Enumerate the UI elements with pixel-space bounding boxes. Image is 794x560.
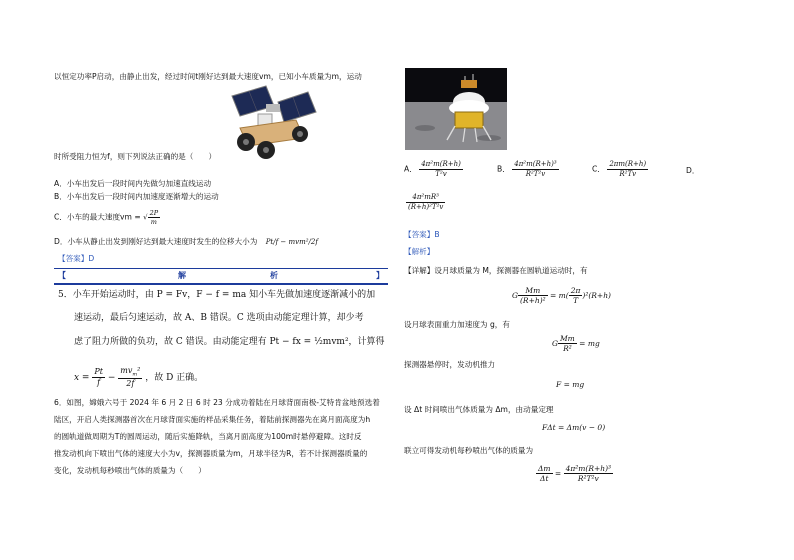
banner-open-bracket: 【 xyxy=(58,271,66,280)
q6-option-c: C． $\frac{2\pi m(R+h)}{\text{R²Tv}}$ xyxy=(592,160,647,178)
explanation-line4: x = $\frac{Pt}{f}$ − $\frac{mv_m^2}{2f}$ ，故 D 正确。 xyxy=(74,366,204,388)
equation-4: FΔt = Δm(v − 0) xyxy=(542,423,606,432)
q5-option-a: A．小车出发后一段时间内先做匀加速直线运动 xyxy=(54,179,212,188)
q5-option-d-text: D．小车从静止出发到刚好达到最大速度时发生的位移大小为 xyxy=(54,237,258,246)
q6-option-b: B． $\frac{\text{4π²m(R+h)³}}{\text{R²T²v}}$ xyxy=(497,160,557,178)
q6-stem-line3: 的圆轨道做周期为T的圆周运动，随后实施降轨，当离月面高度为100m时悬停避障。这时反 xyxy=(54,432,362,441)
analysis-banner xyxy=(54,268,388,285)
equation-2: G $\frac{Mm}{\text{R²}}$ = mg xyxy=(552,334,600,354)
q6-stem-line4: 推发动机向下喷出气体的速度大小为v，探测器质量为m，月球半径为R，若不计探测器质量的 xyxy=(54,449,368,458)
q6-line4: 设 Δt 时间喷出气体质量为 Δm，由动量定理 xyxy=(404,405,554,414)
explanation-line1: 5．小车开始运动时，由 P = Fv，F − f = ma 知小车先做加速度逐渐减小的加 xyxy=(58,290,376,300)
lunar-lander-image xyxy=(405,68,507,150)
banner-char-1: 解 xyxy=(178,271,186,280)
q6-stem-line5: 变化，发动机每秒喷出气体的质量为（ ） xyxy=(54,466,206,475)
banner-char-2: 析 xyxy=(270,271,278,280)
q6-line5: 联立可得发动机每秒喷出气体的质量为 xyxy=(404,446,534,455)
q5-option-d xyxy=(54,237,318,247)
q6-analysis-label: 【解析】 xyxy=(404,247,435,256)
q6-option-d: $\frac{\text{4π²mR³}}{\text{(R+h)²T²v}}$ xyxy=(408,193,444,211)
solar-car-image xyxy=(222,82,318,160)
q5-option-b: B．小车出发后一段时间内加速度逐渐增大的运动 xyxy=(54,192,219,201)
q5-stem-line2: 时所受阻力恒为f，则下列说法正确的是（ ） xyxy=(54,152,217,161)
q5-option-c-text: C．小车的最大速度vm = xyxy=(54,212,141,222)
q5-option-d-formula: Pt/f − mvm²/2f xyxy=(265,238,318,246)
explanation-line3: 虑了阻力所做的负功，故 C 错误。由动能定理有 Pt − fx = ½mvm²，计算得 xyxy=(74,337,385,347)
q5-option-c-fraction: $\frac{2P}{m}$ xyxy=(149,209,159,227)
q6-option-d-label: D． xyxy=(686,166,700,175)
banner-close-bracket: 】 xyxy=(376,271,384,280)
q6-line3: 探测器悬停时，发动机推力 xyxy=(404,360,496,369)
q6-option-a: A． $\frac{\text{4π²m(R+h)}}{\text{T²v}}$ xyxy=(404,160,461,178)
equation-3: F = mg xyxy=(556,380,585,389)
q5-answer: 【答案】D xyxy=(58,254,95,263)
explanation-line2: 速运动，最后匀速运动，故 A、B 错误。C 选项由动能定理计算，却少考 xyxy=(74,313,364,323)
q6-stem-line1: 6．如图，嫦娥六号于 2024 年 6 月 2 日 6 时 23 分成功着陆在月球背面南极-艾特肯盆地预选着 xyxy=(54,398,380,407)
q5-stem-line1: 以恒定功率P启动，由静止出发，经过时间t刚好达到最大速度vm，已知小车质量为m，运动 xyxy=(54,72,362,81)
q5-option-c: C．小车的最大速度vm = √ $\frac{2P}{m}$ xyxy=(54,209,159,227)
q6-stem-line2: 陆区，开启人类探测器首次在月球背面实施的样品采集任务，着陆前探测器先在离月面高度为h xyxy=(54,415,371,424)
equation-5: $\frac{\Delta m}{\Delta t}$ = $\frac{\text{4π²m(R+h)³}}{\text{R²T²v}}$ xyxy=(538,464,612,484)
q6-answer: 【答案】B xyxy=(404,230,440,239)
q6-line2: 设月球表面重力加速度为 g，有 xyxy=(404,320,510,329)
q6-detail-line: 【详解】设月球质量为 M，探测器在圆轨道运动时，有 xyxy=(404,266,588,275)
equation-1: G $\frac{Mm}{\text{(R+h)²}}$ = m( $\frac{2\pi}{T}$ )²(R+h) xyxy=(512,286,611,306)
